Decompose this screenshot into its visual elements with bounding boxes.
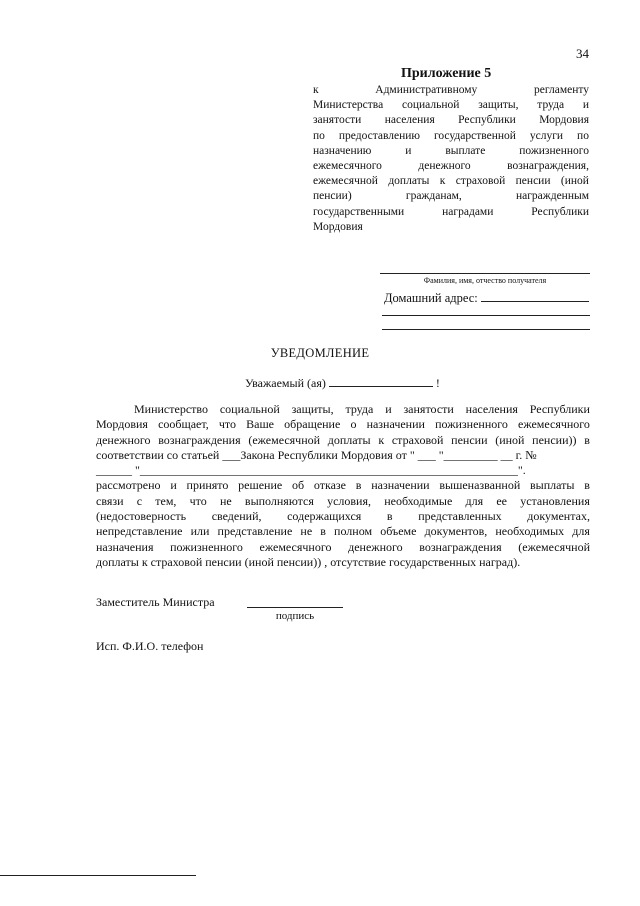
text-line bbox=[96, 494, 590, 509]
word: назначению bbox=[313, 144, 372, 157]
word: вознаграждения, bbox=[507, 160, 589, 173]
word: отказе bbox=[313, 478, 346, 493]
word: выполняются bbox=[244, 493, 314, 508]
word: связи bbox=[96, 493, 124, 508]
word: Республики bbox=[529, 402, 590, 416]
word: в bbox=[320, 524, 326, 539]
text-line bbox=[313, 159, 589, 174]
word: содержащихся bbox=[287, 509, 362, 524]
word: и bbox=[582, 99, 589, 112]
word: Мордовия bbox=[539, 114, 589, 127]
word: (ежемесячной bbox=[248, 432, 321, 447]
word: занятости bbox=[313, 114, 362, 127]
word: и bbox=[170, 478, 177, 493]
word: не bbox=[219, 493, 232, 508]
word: вознаграждения bbox=[158, 432, 241, 447]
word: к bbox=[378, 432, 385, 447]
word: пенсии) bbox=[313, 190, 352, 203]
performer-info: Исп. Ф.И.О. телефон bbox=[96, 639, 204, 653]
text-line bbox=[313, 174, 589, 189]
word: регламенту bbox=[533, 84, 589, 96]
word: наградами bbox=[442, 205, 494, 218]
word: денежного bbox=[348, 539, 403, 554]
text-line bbox=[96, 448, 590, 463]
word: соответствии со статьей ___Закона Республики Мордовия от " ___ "_________ __ г. № bbox=[96, 447, 537, 462]
word: труда bbox=[537, 99, 565, 112]
word: об bbox=[291, 478, 305, 493]
word: Республики bbox=[458, 114, 516, 127]
word: услуги bbox=[529, 129, 564, 142]
word: (иной bbox=[495, 432, 525, 447]
word: пенсии bbox=[451, 432, 488, 447]
word: в bbox=[584, 478, 590, 493]
word: сведений, bbox=[211, 509, 262, 524]
text-line bbox=[313, 144, 589, 159]
word: не bbox=[300, 524, 313, 539]
word: что bbox=[218, 417, 236, 432]
word: ______ "_______________________________________________________________". bbox=[96, 463, 526, 478]
word: выплате bbox=[445, 144, 486, 157]
word: принято bbox=[186, 478, 229, 493]
word: денежного bbox=[418, 160, 471, 173]
word: в bbox=[584, 432, 590, 447]
word: социальной bbox=[401, 99, 460, 112]
word: страховой bbox=[455, 175, 506, 188]
text-line bbox=[313, 220, 589, 235]
word: документов, bbox=[424, 524, 488, 539]
text-line bbox=[96, 540, 590, 555]
word: документах, bbox=[527, 509, 590, 524]
word: пожизненного bbox=[170, 539, 243, 554]
signature-line[interactable] bbox=[247, 607, 343, 608]
greeting bbox=[245, 374, 440, 391]
text-line bbox=[313, 113, 589, 128]
word: пожизненного bbox=[435, 417, 508, 432]
word: непредставление bbox=[96, 524, 183, 539]
word: гражданам, bbox=[405, 190, 462, 203]
word: или bbox=[190, 524, 210, 539]
word: полном bbox=[334, 524, 373, 539]
home-address-field[interactable] bbox=[481, 289, 589, 302]
word: доплаты к страховой пенсии (иной пенсии)) , отсутствие государственных наград). bbox=[96, 554, 521, 569]
word: что bbox=[189, 493, 207, 508]
word: (ежемесячной bbox=[518, 539, 590, 554]
word: населения bbox=[384, 114, 435, 127]
word: Мордовия bbox=[313, 220, 363, 233]
word: назначении bbox=[371, 478, 430, 493]
word: представление bbox=[217, 524, 293, 539]
text-line bbox=[96, 463, 590, 478]
text-line bbox=[96, 524, 590, 539]
text-line bbox=[313, 129, 589, 144]
word: Министерства bbox=[313, 99, 384, 112]
text-line bbox=[96, 509, 590, 524]
word: к bbox=[439, 175, 446, 188]
word: ежемесячного bbox=[518, 417, 590, 432]
notice-body bbox=[96, 402, 590, 570]
word: условия, bbox=[327, 493, 371, 508]
word: тем, bbox=[155, 493, 177, 508]
word: объеме bbox=[380, 524, 417, 539]
word: защиты, bbox=[478, 99, 519, 112]
text-line bbox=[96, 555, 590, 570]
recipient-name-line[interactable] bbox=[380, 273, 590, 274]
word: Республики bbox=[531, 205, 589, 218]
word: рассмотрено bbox=[96, 478, 161, 493]
word: и bbox=[385, 402, 392, 416]
text-line bbox=[96, 417, 590, 432]
word: вышеназванной bbox=[439, 478, 521, 493]
word: предоставлению bbox=[338, 129, 420, 142]
word: занятости bbox=[403, 402, 454, 416]
word: установления bbox=[520, 493, 590, 508]
word: назначения bbox=[96, 539, 154, 554]
word: по bbox=[313, 129, 325, 142]
home-address-label: Домашний адрес: bbox=[384, 291, 478, 305]
word: в bbox=[355, 478, 362, 493]
word: ее bbox=[496, 493, 507, 508]
word: пенсии)) bbox=[532, 432, 577, 447]
word: Ваше bbox=[246, 417, 275, 432]
appendix-title: Приложение 5 bbox=[401, 66, 492, 81]
signature-caption: подпись bbox=[275, 610, 315, 622]
word: для bbox=[465, 493, 484, 508]
text-line bbox=[313, 98, 589, 113]
signer-position: Заместитель Министра bbox=[96, 595, 215, 609]
word: труда bbox=[345, 402, 374, 416]
word: выплаты bbox=[530, 478, 575, 493]
word: необходимых bbox=[495, 524, 565, 539]
word: обращение bbox=[284, 417, 341, 432]
word: (иной bbox=[560, 175, 589, 188]
word: по bbox=[577, 129, 589, 142]
word: населения bbox=[465, 402, 518, 416]
word: государственной bbox=[433, 129, 516, 142]
address-line-2[interactable] bbox=[382, 315, 590, 316]
word: ежемесячного bbox=[259, 539, 332, 554]
word: ежемесячной bbox=[313, 175, 378, 188]
text-line bbox=[96, 402, 590, 417]
text-line bbox=[96, 433, 590, 448]
word: ежемесячного bbox=[313, 160, 382, 173]
word: доплаты bbox=[388, 175, 430, 188]
word: необходимые bbox=[384, 493, 453, 508]
greeting-label: Уважаемый (ая) bbox=[245, 376, 326, 390]
word: Министерство bbox=[134, 402, 208, 416]
word: награжденным bbox=[515, 190, 589, 203]
word: вознаграждения bbox=[419, 539, 502, 554]
word: представленных bbox=[418, 509, 502, 524]
word: о bbox=[350, 417, 357, 432]
word: к bbox=[313, 84, 319, 96]
word: защиты, bbox=[291, 402, 334, 416]
word: страховой bbox=[391, 432, 444, 447]
word: социальной bbox=[219, 402, 280, 416]
word: с bbox=[136, 493, 143, 508]
word: сообщает, bbox=[158, 417, 209, 432]
page-number: 34 bbox=[576, 46, 589, 61]
text-line bbox=[96, 478, 590, 493]
word: пожизненного bbox=[519, 144, 589, 157]
word: (недостоверность bbox=[96, 509, 187, 524]
word: доплаты bbox=[327, 432, 371, 447]
signature-block bbox=[96, 595, 215, 610]
word: решение bbox=[238, 478, 283, 493]
text-line bbox=[313, 83, 589, 98]
text-line bbox=[313, 205, 589, 220]
text-line bbox=[313, 189, 589, 204]
footnote-separator bbox=[0, 875, 196, 876]
word: Административному bbox=[375, 84, 478, 96]
word: Мордовия bbox=[96, 417, 148, 432]
word: назначении bbox=[366, 417, 425, 432]
word: государственными bbox=[313, 205, 405, 218]
notice-title: УВЕДОМЛЕНИЕ bbox=[270, 346, 370, 360]
recipient-name-caption: Фамилия, имя, отчество получателя bbox=[423, 276, 547, 285]
greeting-end: ! bbox=[435, 376, 440, 390]
word: денежного bbox=[96, 432, 151, 447]
address-line-3[interactable] bbox=[382, 329, 590, 330]
word: пенсии bbox=[515, 175, 551, 188]
word: и bbox=[405, 144, 412, 157]
greeting-name-field[interactable] bbox=[329, 374, 433, 387]
word: в bbox=[386, 509, 393, 524]
word: для bbox=[572, 524, 590, 539]
appendix-subtitle bbox=[313, 83, 589, 235]
home-address bbox=[384, 289, 589, 306]
